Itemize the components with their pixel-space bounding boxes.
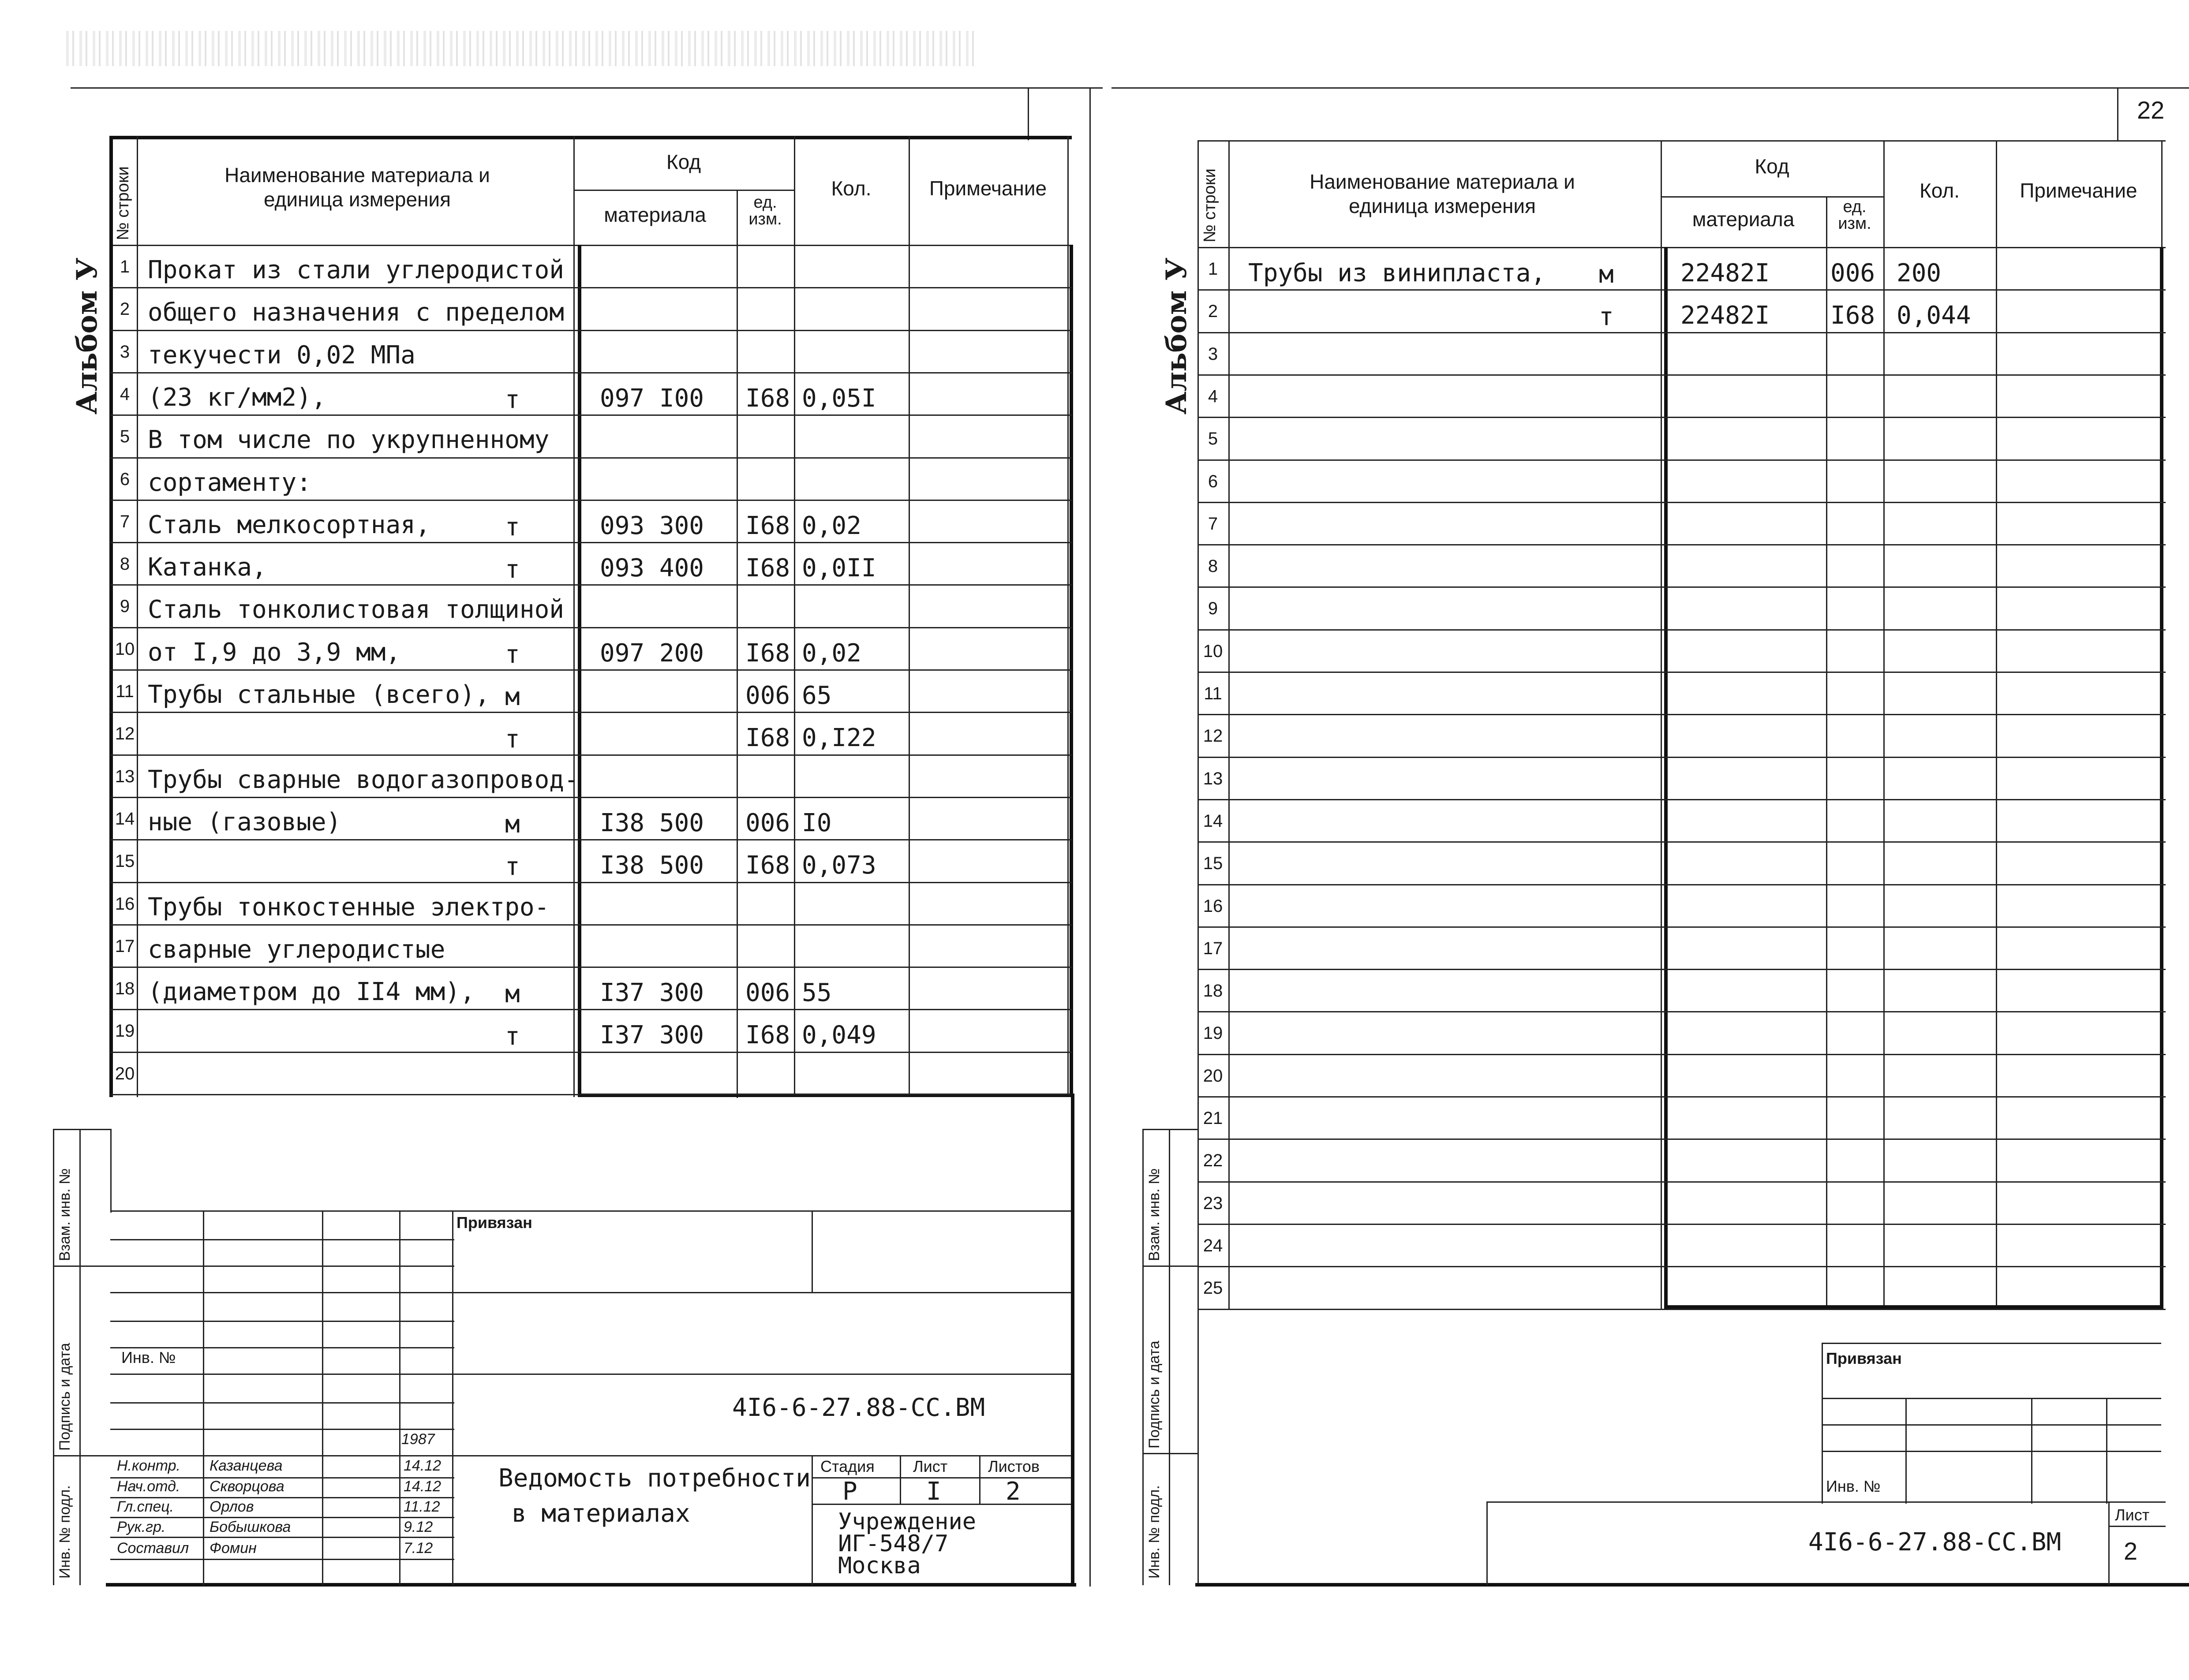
row-code: I38 500 [600,808,704,837]
row-number: 17 [1203,938,1223,958]
row-number: 4 [120,384,130,404]
row-number: 21 [1203,1109,1223,1128]
row-number: 6 [1208,471,1218,491]
signer-date: 11.12 [404,1498,440,1515]
row-line [110,1052,1072,1053]
row-number: 13 [115,766,135,786]
sheet-header: Лист [913,1457,948,1475]
row-unit-letter: м [505,980,520,1009]
row-no-header: № строки [114,166,132,240]
row-code: I37 300 [600,1021,704,1050]
stage-header: Стадия [820,1457,875,1475]
row-number: 23 [1203,1193,1223,1213]
row-name: (23 кг/мм2), [148,383,326,412]
name-header: Наименование материала и единица измерения [225,164,490,211]
row-name: В том числе по укрупненному [148,426,550,455]
row-number: 11 [1204,684,1222,703]
name-header-right: Наименование материала и единица измерения [1310,170,1575,218]
row-code: 22482I [1680,259,1770,287]
row-number: 15 [115,851,135,871]
signer-date: 9.12 [404,1519,433,1535]
row-line [1197,714,2166,715]
row-line [110,500,1072,501]
album-label-left: Альбом У [71,258,104,414]
side-label-vzam: Взам. инв. № [56,1168,73,1261]
sheet-value-right: 2 [2124,1537,2138,1565]
row-unit-code: I68 [745,1021,790,1050]
row-line [110,627,1072,628]
note-header-right: Примечание [2020,179,2137,202]
row-line [110,287,1072,288]
row-name: общего назначения с пределом [148,298,565,327]
row-code: 093 400 [600,554,704,583]
row-unit-letter: т [1599,302,1614,332]
row-line [110,797,1072,798]
row-number: 13 [1203,769,1223,788]
doc-code-right: 4I6-6-27.88-СС.ВМ [1808,1528,2062,1557]
row-number: 5 [120,427,130,447]
row-name: Трубы стальные (всего), [148,680,490,709]
row-line [1197,799,2166,800]
row-unit-code: 006 [1830,259,1875,287]
scan-noise-band [66,31,975,66]
row-line [1197,1181,2166,1183]
doc-title-line1: Ведомость потребности [498,1464,811,1493]
row-number: 11 [116,682,134,701]
signer-role: Н.контр. [117,1457,180,1474]
row-name: сварные углеродистые [148,935,445,964]
row-line [110,882,1072,883]
row-line [110,542,1072,543]
row-line [110,967,1072,968]
row-line [110,584,1072,586]
signer-role: Гл.спец. [117,1498,174,1515]
row-number: 8 [1208,556,1218,576]
row-line [1197,417,2166,418]
row-number: 19 [1203,1023,1223,1043]
sheets-value: 2 [1006,1477,1021,1506]
row-line [1197,289,2166,291]
qty-header: Кол. [831,177,872,200]
code-header: Код [666,150,701,173]
row-number: 7 [1208,514,1218,534]
stage-value: Р [842,1477,857,1506]
row-code: I37 300 [600,978,704,1008]
row-number: 7 [120,511,130,531]
row-line [1197,672,2166,673]
row-line [1197,629,2166,631]
row-unit-letter: т [505,725,520,754]
signer-date: 14.12 [404,1457,442,1474]
row-number: 12 [115,724,135,744]
row-code: 097 I00 [600,384,704,413]
row-line [110,330,1072,331]
row-number: 20 [1203,1066,1223,1086]
row-name: ные (газовые) [148,807,341,836]
note-header: Примечание [929,177,1047,200]
signer-name: Бобышкова [210,1519,291,1535]
row-qty: 0,044 [1897,301,1971,330]
row-name: Трубы тонкостенные электро- [148,892,550,922]
row-number: 12 [1203,726,1223,746]
code-header-right: Код [1755,155,1789,178]
row-number: 16 [1203,896,1223,916]
privyazan-label: Привязан [457,1213,532,1232]
material-header-right: материала [1692,208,1795,231]
row-number: 24 [1203,1236,1223,1255]
row-unit-code: I68 [745,384,790,413]
row-unit-code: I68 [745,851,790,880]
row-number: 2 [1208,302,1218,321]
row-qty: 0,02 [802,511,861,540]
row-line [110,754,1072,756]
row-line [1197,1011,2166,1012]
page-number: 22 [2137,96,2165,124]
row-unit-letter: т [505,385,520,414]
row-line [1197,1224,2166,1225]
row-line [110,414,1072,416]
side-label-inv-podl-right: Инв. № подл. [1146,1485,1163,1579]
row-line [1197,586,2166,588]
unit-header: ед. изм. [748,193,782,228]
album-label-right: Альбом У [1160,258,1193,414]
row-name: Трубы из винипласта, [1248,259,1546,287]
row-number: 1 [120,257,130,276]
row-name: от I,9 до 3,9 мм, [148,638,401,667]
inv-no-label-right: Инв. № [1826,1477,1881,1495]
row-name: Сталь тонколистовая толщиной [148,595,565,624]
sheet-value: I [926,1477,941,1506]
row-unit-code: I68 [1830,301,1875,330]
row-name: Прокат из стали углеродистой [148,256,565,284]
doc-title-line2: в материалах [512,1499,690,1528]
row-number: 2 [120,299,130,319]
row-qty: 0,I22 [802,724,876,753]
row-number: 19 [115,1021,135,1041]
row-unit-code: 006 [745,681,790,710]
org-line1: Учреждение [838,1508,977,1535]
row-line [1197,374,2166,376]
row-name: (диаметром до II4 мм), [148,978,475,1007]
row-unit-letter: т [505,640,520,669]
signer-role: Рук.гр. [117,1519,166,1535]
signer-name: Скворцова [210,1478,284,1495]
row-code: 097 200 [600,638,704,668]
row-name: текучести 0,02 МПа [148,340,415,370]
row-line [1197,459,2166,461]
material-header: материала [604,203,706,226]
row-number: 3 [120,342,130,362]
row-number: 25 [1203,1278,1223,1298]
sheets-header: Листов [988,1457,1040,1475]
row-unit-letter: т [505,512,520,541]
qty-header-right: Кол. [1920,179,1960,202]
row-number: 3 [1208,344,1218,364]
row-number: 10 [1203,641,1223,661]
row-line [110,372,1072,373]
row-unit-letter: т [505,1022,520,1051]
row-no-header-right: № строки [1201,168,1219,243]
side-label-podpis: Подпись и дата [56,1343,73,1451]
row-line [110,712,1072,713]
row-line [1197,332,2166,333]
sheet-label-right: Лист [2115,1506,2150,1524]
row-number: 8 [120,554,130,574]
row-line [110,457,1072,459]
row-qty: 0,049 [802,1021,876,1050]
row-number: 14 [115,809,135,829]
inv-no-label: Инв. № [121,1348,176,1366]
row-qty: 0,0II [802,554,876,583]
row-qty: 0,02 [802,638,861,668]
row-number: 20 [115,1064,135,1083]
row-number: 9 [120,597,130,616]
row-line [1197,1096,2166,1098]
org-line3: Москва [838,1553,921,1579]
row-unit-letter: т [505,555,520,584]
row-unit-code: I68 [745,511,790,540]
row-qty: 200 [1897,259,1942,287]
unit-header-right: ед. изм. [1838,198,1871,233]
row-unit-letter: м [505,683,520,711]
row-number: 18 [1203,981,1223,1001]
row-unit-code: I68 [745,724,790,753]
row-number: 14 [1203,811,1223,831]
row-line [1197,884,2166,885]
row-number: 5 [1208,429,1218,449]
row-qty: 65 [802,681,832,710]
row-unit-code: I68 [745,638,790,668]
signer-name: Фомин [210,1540,257,1557]
row-name: сортаменту: [148,468,311,497]
row-line [1197,1309,2166,1310]
row-number: 16 [115,894,135,914]
row-line [1197,841,2166,843]
row-number: 15 [1203,854,1223,874]
row-unit-code: 006 [745,808,790,837]
row-unit-letter: м [505,810,520,839]
row-line [110,924,1072,926]
row-line [110,669,1072,671]
row-line [1197,969,2166,970]
signer-role: Нач.отд. [117,1478,180,1495]
signer-name: Орлов [210,1498,254,1515]
side-label-inv-podl: Инв. № подл. [56,1485,73,1579]
row-number: 17 [115,936,135,956]
row-line [1197,502,2166,503]
row-line [1197,1266,2166,1267]
signer-name: Казанцева [210,1457,283,1474]
row-line [1197,1054,2166,1055]
doc-code-left: 4I6-6-27.88-СС.ВМ [732,1393,985,1422]
row-line [110,839,1072,840]
privyazan-label-right: Привязан [1826,1349,1902,1367]
signer-date: 14.12 [404,1478,442,1495]
year-label: 1987 [401,1431,435,1448]
row-code: 093 300 [600,511,704,540]
row-unit-code: 006 [745,978,790,1008]
side-label-podpis-right: Подпись и дата [1146,1340,1163,1449]
row-qty: 0,073 [802,851,876,880]
row-number: 4 [1208,386,1218,406]
row-line [110,1009,1072,1010]
row-qty: 0,05I [802,384,876,413]
signer-date: 7.12 [404,1540,433,1557]
row-name: Трубы сварные водогазопровод- [148,765,579,794]
row-line [1197,757,2166,758]
org-line2: ИГ-548/7 [838,1531,949,1557]
row-unit-letter: т [505,852,520,881]
row-number: 9 [1208,599,1218,619]
row-line [110,1094,1072,1095]
row-number: 6 [120,469,130,489]
side-label-vzam-right: Взам. инв. № [1146,1168,1163,1261]
row-number: 1 [1208,259,1218,279]
row-line [1197,926,2166,928]
row-number: 18 [115,979,135,999]
row-code: 22482I [1680,301,1770,330]
signer-role: Составил [117,1540,189,1557]
row-unit-code: I68 [745,554,790,583]
row-qty: 55 [802,978,832,1008]
row-line [1197,544,2166,545]
row-name: Сталь мелкосортная, [148,510,430,539]
row-unit-letter: м [1599,260,1614,289]
row-line [1197,1139,2166,1140]
row-name: Катанка, [148,553,267,582]
row-number: 10 [115,639,135,659]
row-qty: I0 [802,808,832,837]
row-code: I38 500 [600,851,704,880]
row-number: 22 [1203,1151,1223,1171]
